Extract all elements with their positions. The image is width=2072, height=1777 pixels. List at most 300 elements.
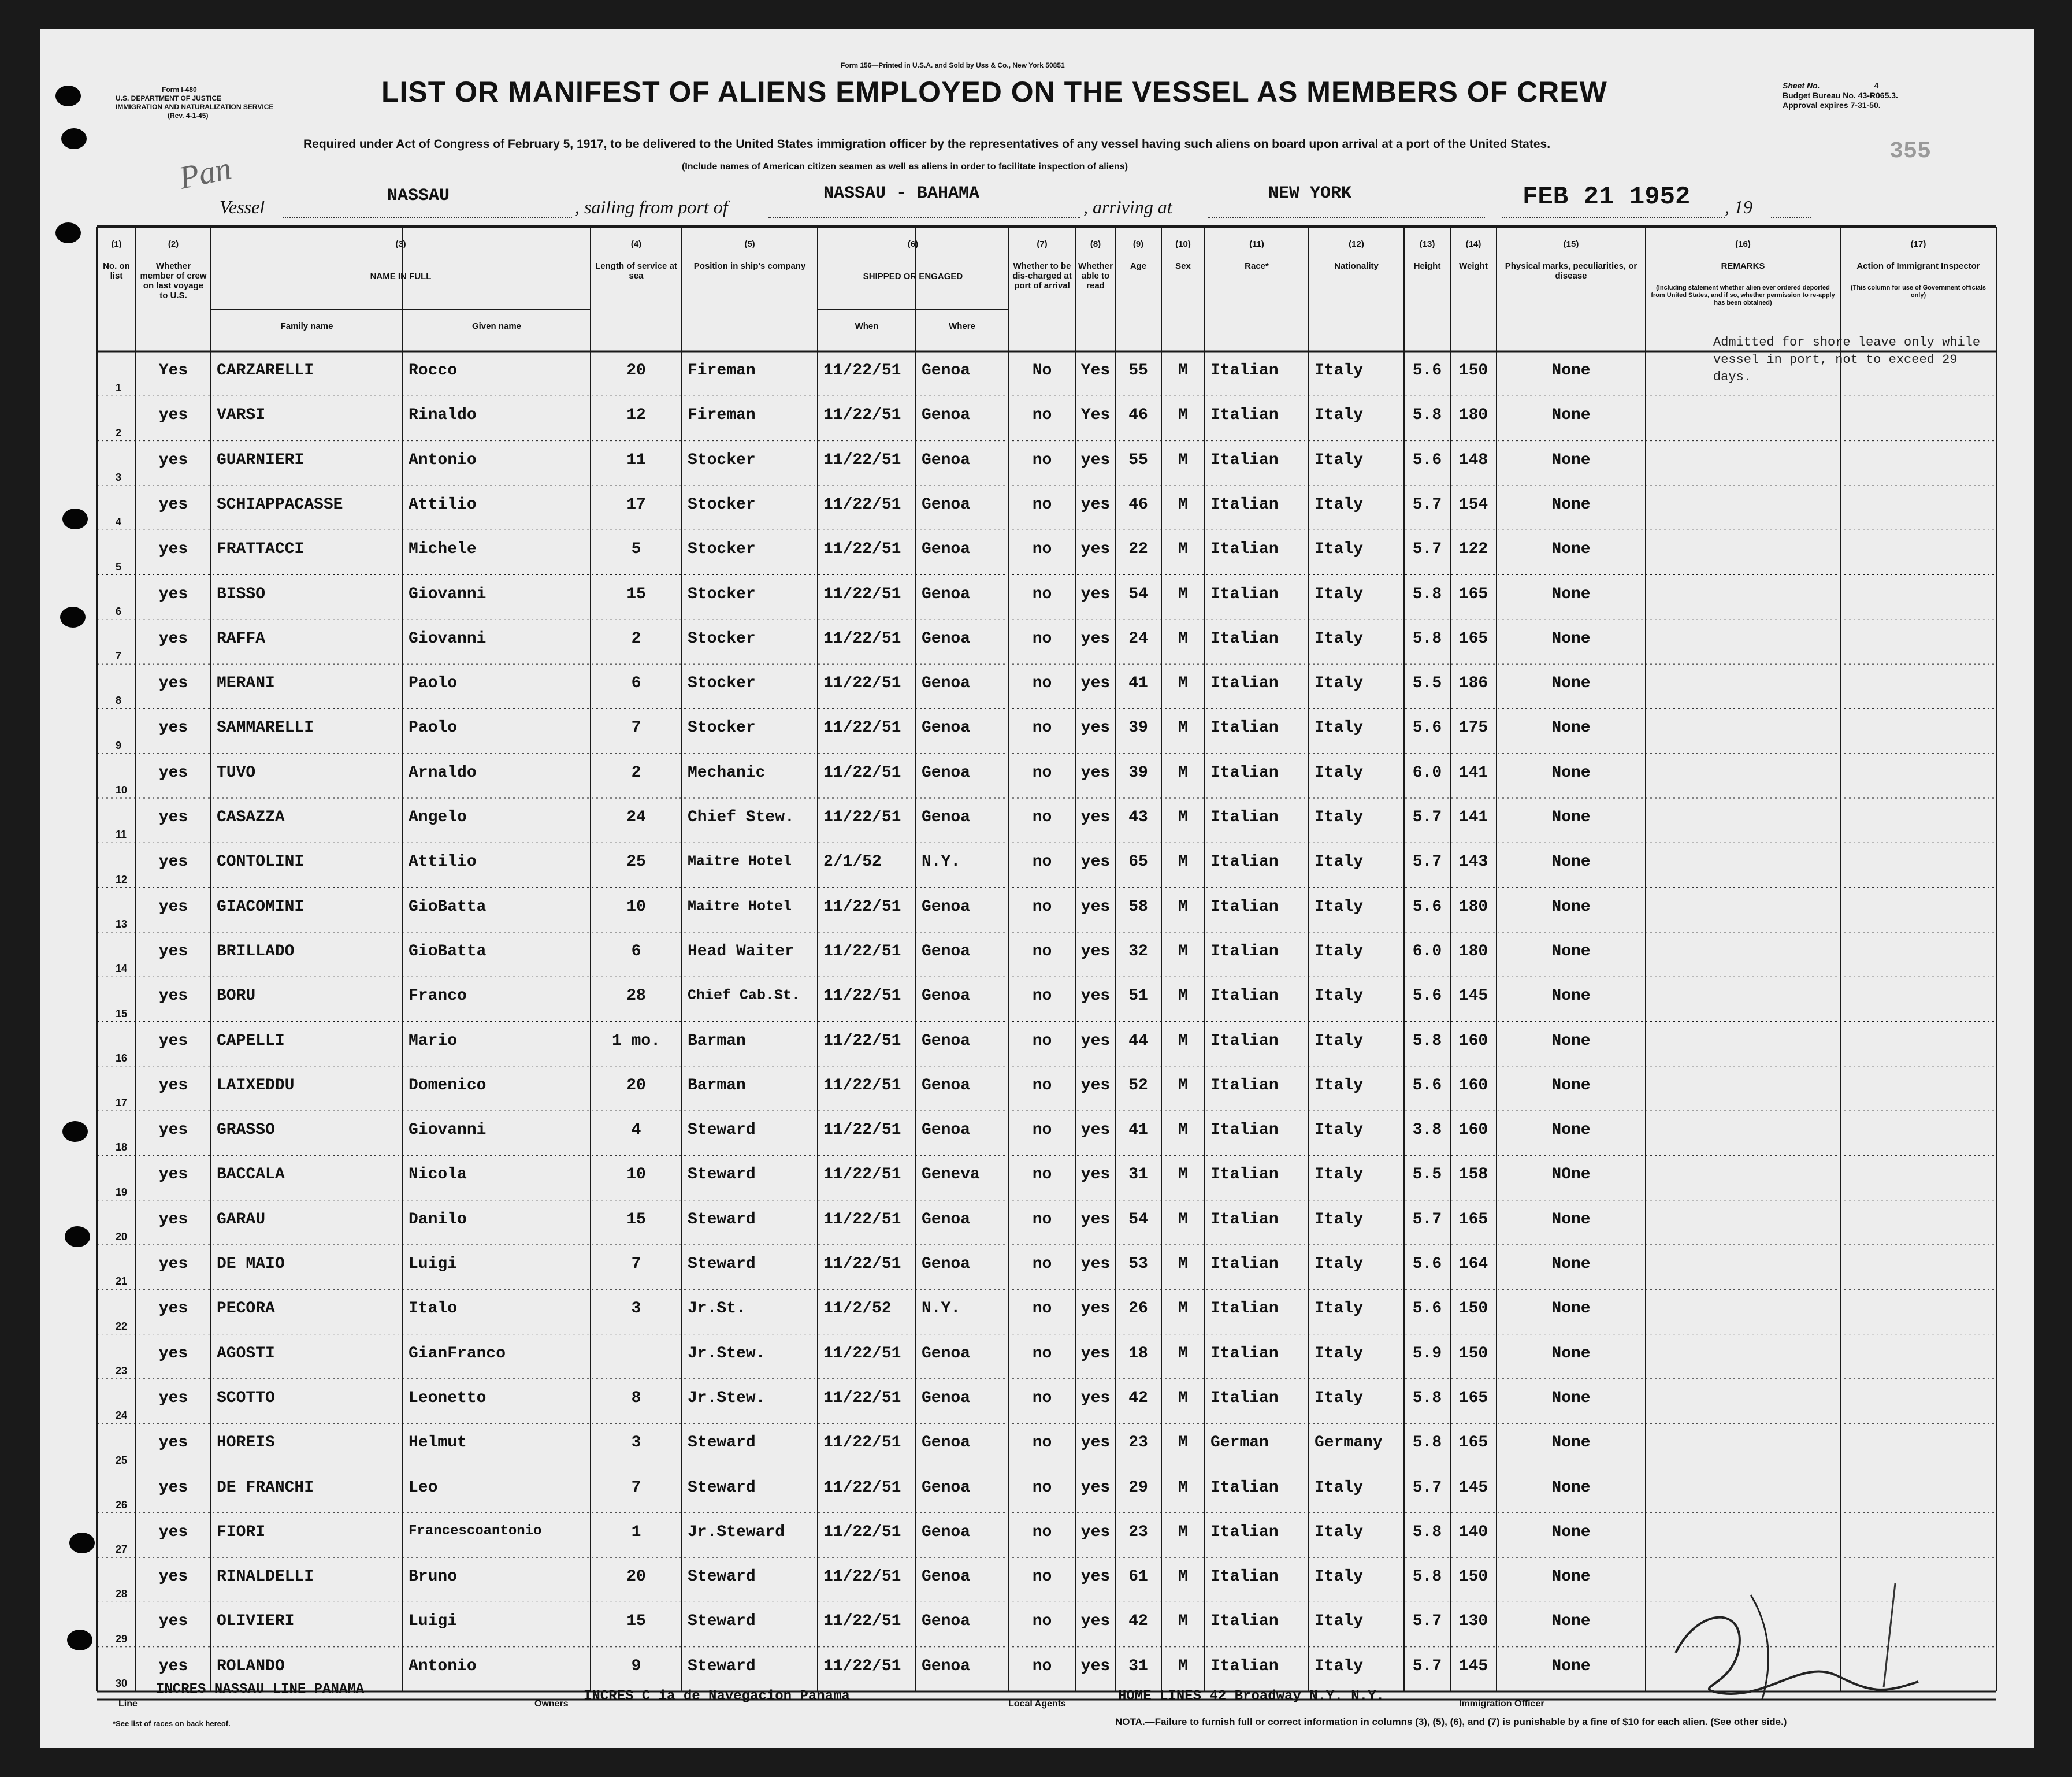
race: German [1210, 1434, 1269, 1452]
given-name: GioBatta [409, 942, 487, 960]
shipped-when: 11/22/51 [823, 629, 901, 648]
nationality: Italy [1315, 495, 1364, 514]
nationality: Italy [1315, 451, 1364, 469]
discharged: no [1032, 451, 1052, 469]
race: Italian [1210, 719, 1279, 737]
column-header: No. on list [103, 261, 130, 281]
handwritten-note: Pan [176, 150, 235, 196]
family-name: BORU [217, 987, 256, 1006]
owners-value: INCRES C ia de Navegacion Panama [584, 1689, 850, 1704]
sex: M [1178, 1612, 1188, 1631]
age: 54 [1128, 1210, 1148, 1229]
weight: 141 [1458, 808, 1488, 826]
crew-last-voyage: yes [158, 1076, 188, 1095]
able-to-read: yes [1080, 1434, 1111, 1452]
date-stamp: FEB 21 1952 [1523, 183, 1691, 212]
able-to-read: yes [1080, 540, 1111, 559]
line-number: 19 [116, 1186, 128, 1198]
line-value: INCRES NASSAU LINE PANAMA [156, 1682, 365, 1697]
given-name: Arnaldo [409, 763, 477, 782]
family-name: FRATTACCI [217, 540, 305, 559]
column-subheader: Where [949, 321, 975, 331]
position: Steward [688, 1657, 756, 1675]
crew-last-voyage: yes [158, 1568, 188, 1586]
page-title: LIST OR MANIFEST OF ALIENS EMPLOYED ON THE VESSEL AS MEMBERS OF CREW [381, 76, 1607, 108]
vessel-name: NASSAU [387, 186, 450, 206]
race: Italian [1210, 1255, 1279, 1273]
shipped-where: Genoa [922, 1657, 971, 1675]
crew-last-voyage: yes [158, 1434, 188, 1452]
sex: M [1178, 897, 1188, 916]
height: 5.6 [1412, 1076, 1442, 1095]
sex: M [1178, 1434, 1188, 1452]
family-name: SCHIAPPACASSE [217, 495, 343, 514]
nationality: Italy [1315, 1389, 1364, 1407]
height: 5.7 [1412, 1210, 1442, 1229]
physical-marks: None [1551, 495, 1591, 514]
physical-marks: None [1551, 585, 1591, 603]
height: 5.7 [1412, 853, 1442, 871]
discharged: no [1032, 1434, 1052, 1452]
crew-last-voyage: yes [158, 987, 188, 1006]
race: Italian [1210, 1478, 1279, 1497]
able-to-read: yes [1080, 1612, 1111, 1631]
family-name: DE MAIO [217, 1255, 285, 1273]
nationality: Italy [1315, 1166, 1364, 1184]
height: 5.6 [1412, 362, 1442, 380]
age: 61 [1128, 1568, 1148, 1586]
sheet-info: Sheet No. 4 Budget Bureau No. 43-R065.3. Approval expires 7-31-50. [1783, 81, 1898, 110]
physical-marks: None [1551, 1032, 1591, 1050]
age: 23 [1128, 1434, 1148, 1452]
nationality: Italy [1315, 763, 1364, 782]
age: 32 [1128, 942, 1148, 960]
given-name: Domenico [409, 1076, 487, 1095]
service-length: 6 [631, 942, 641, 960]
age: 26 [1128, 1300, 1148, 1318]
race: Italian [1210, 1568, 1279, 1586]
crew-last-voyage: yes [158, 1478, 188, 1497]
age: 46 [1128, 406, 1148, 425]
shipped-when: 11/22/51 [823, 540, 901, 559]
line-number: 16 [116, 1052, 128, 1064]
given-name: Bruno [409, 1568, 458, 1586]
given-name: Paolo [409, 719, 458, 737]
column-subheader: When [855, 321, 879, 331]
shipped-where: Genoa [922, 362, 971, 380]
able-to-read: yes [1080, 1523, 1111, 1541]
able-to-read: yes [1080, 1300, 1111, 1318]
age: 41 [1128, 674, 1148, 693]
weight: 180 [1458, 942, 1488, 960]
weight: 141 [1458, 763, 1488, 782]
crew-last-voyage: yes [158, 451, 188, 469]
age: 31 [1128, 1657, 1148, 1675]
nationality: Italy [1315, 1344, 1364, 1363]
officer-label: Immigration Officer [1459, 1699, 1544, 1709]
service-length: 7 [631, 719, 641, 737]
shipped-where: Genoa [922, 1076, 971, 1095]
line-number: 11 [116, 829, 127, 841]
column-number: (10) [1175, 239, 1191, 249]
position: Jr.Stew. [688, 1344, 766, 1363]
service-length: 24 [626, 808, 646, 826]
discharged: no [1032, 808, 1052, 826]
shipped-where: Genoa [922, 674, 971, 693]
service-length: 12 [626, 406, 646, 425]
nationality: Italy [1315, 1478, 1364, 1497]
weight: 164 [1458, 1255, 1488, 1273]
column-number: (9) [1132, 239, 1144, 249]
weight: 165 [1458, 1434, 1488, 1452]
physical-marks: None [1551, 629, 1591, 648]
discharged: no [1032, 540, 1052, 559]
position: Fireman [688, 406, 756, 425]
service-length: 15 [626, 585, 646, 603]
inspector-signature [1653, 1572, 1930, 1711]
age: 55 [1128, 451, 1148, 469]
given-name: Angelo [409, 808, 467, 826]
position: Stocker [688, 495, 756, 514]
sex: M [1178, 362, 1188, 380]
crew-last-voyage: yes [158, 1210, 188, 1229]
remarks-note: Admitted for shore leave only while vessel in port, not to exceed 29 days. [1713, 335, 1981, 384]
race: Italian [1210, 897, 1279, 916]
column-header: Whether able to read [1078, 261, 1113, 291]
given-name: Giovanni [409, 585, 487, 603]
shipped-where: Genoa [922, 1612, 971, 1631]
position: Steward [688, 1166, 756, 1184]
height: 5.8 [1412, 585, 1442, 603]
age: 39 [1128, 763, 1148, 782]
given-name: Giovanni [409, 1121, 487, 1140]
height: 5.6 [1412, 719, 1442, 737]
sex: M [1178, 1166, 1188, 1184]
column-number: (16) [1735, 239, 1751, 249]
nationality: Italy [1315, 942, 1364, 960]
race: Italian [1210, 362, 1279, 380]
discharged: no [1032, 585, 1052, 603]
shipped-when: 11/22/51 [823, 1389, 901, 1407]
given-name: Italo [409, 1300, 458, 1318]
service-length: 20 [626, 1568, 646, 1586]
physical-marks: None [1551, 540, 1591, 559]
shipped-where: N.Y. [922, 853, 961, 871]
shipped-where: N.Y. [922, 1300, 961, 1318]
shipped-when: 2/1/52 [823, 853, 882, 871]
line-number: 8 [116, 695, 122, 707]
printer-credit: Form 156—Printed in U.S.A. and Sold by Uss & Co., New York 50851 [841, 61, 1065, 69]
nationality: Italy [1315, 1210, 1364, 1229]
crew-last-voyage: yes [158, 1032, 188, 1050]
given-name: Luigi [409, 1255, 458, 1273]
family-name: SCOTTO [217, 1389, 275, 1407]
weight: 180 [1458, 897, 1488, 916]
line-number: 1 [116, 382, 122, 394]
sex: M [1178, 1568, 1188, 1586]
shipped-when: 11/22/51 [823, 1344, 901, 1363]
arriving-port: NEW YORK [1268, 184, 1352, 203]
given-name: Attilio [409, 495, 477, 514]
discharged: no [1032, 495, 1052, 514]
crew-last-voyage: yes [158, 406, 188, 425]
service-length: 1 [631, 1523, 641, 1541]
column-number: (2) [168, 239, 179, 249]
column-header: Position in ship's company [693, 261, 806, 271]
able-to-read: Yes [1080, 362, 1111, 380]
able-to-read: yes [1080, 1255, 1111, 1273]
position: Maitre Hotel [688, 853, 792, 870]
position: Stocker [688, 719, 756, 737]
service-length: 6 [631, 674, 641, 693]
age: 46 [1128, 495, 1148, 514]
nationality: Italy [1315, 987, 1364, 1006]
age: 52 [1128, 1076, 1148, 1095]
line-number: 26 [116, 1498, 128, 1511]
nationality: Italy [1315, 406, 1364, 425]
family-name: GIACOMINI [217, 897, 305, 916]
race: Italian [1210, 853, 1279, 871]
include-note: (Include names of American citizen seamen as well as aliens in order to facilitate inspection of aliens) [682, 162, 1128, 172]
height: 5.8 [1412, 1568, 1442, 1586]
physical-marks: None [1551, 1255, 1591, 1273]
family-name: CONTOLINI [217, 853, 305, 871]
sex: M [1178, 540, 1188, 559]
race: Italian [1210, 1076, 1279, 1095]
crew-last-voyage: yes [158, 540, 188, 559]
given-name: Leonetto [409, 1389, 487, 1407]
crew-last-voyage: yes [158, 763, 188, 782]
sex: M [1178, 1032, 1188, 1050]
weight: 122 [1458, 540, 1488, 559]
position: Steward [688, 1255, 756, 1273]
sex: M [1178, 1076, 1188, 1095]
physical-marks: None [1551, 674, 1591, 693]
family-name: GRASSO [217, 1121, 275, 1140]
discharged: no [1032, 1389, 1052, 1407]
position: Steward [688, 1568, 756, 1586]
sex: M [1178, 495, 1188, 514]
line-number: 18 [116, 1141, 128, 1153]
given-name: Franco [409, 987, 467, 1006]
shipped-where: Genoa [922, 1568, 971, 1586]
column-number: (1) [111, 239, 122, 249]
given-name: Rinaldo [409, 406, 477, 425]
shipped-when: 11/22/51 [823, 1523, 901, 1541]
weight: 150 [1458, 1344, 1488, 1363]
height: 5.7 [1412, 495, 1442, 514]
weight: 145 [1458, 1657, 1488, 1675]
physical-marks: None [1551, 1568, 1591, 1586]
shipped-when: 11/22/51 [823, 1478, 901, 1497]
weight: 158 [1458, 1166, 1488, 1184]
position: Jr.Stew. [688, 1389, 766, 1407]
physical-marks: None [1551, 1523, 1591, 1541]
height: 5.7 [1412, 540, 1442, 559]
shipped-where: Genoa [922, 897, 971, 916]
family-name: GARAU [217, 1210, 266, 1229]
position: Chief Stew. [688, 808, 794, 826]
race: Italian [1210, 1210, 1279, 1229]
shipped-when: 11/22/51 [823, 987, 901, 1006]
nationality: Italy [1315, 808, 1364, 826]
line-number: 14 [116, 963, 128, 975]
service-length: 7 [631, 1255, 641, 1273]
service-length: 5 [631, 540, 641, 559]
line-number: 30 [116, 1678, 128, 1689]
line-number: 9 [116, 739, 122, 751]
physical-marks: None [1551, 1076, 1591, 1095]
crew-last-voyage: yes [158, 1612, 188, 1631]
required-statement: Required under Act of Congress of February 5, 1917, to be delivered to the United States immigration officer by the representatives of any vessel having such aliens on board upon arrival at a port of the United States. [303, 138, 1551, 151]
shipped-when: 11/22/51 [823, 1210, 901, 1229]
shipped-where: Genoa [922, 1210, 971, 1229]
line-number: 20 [116, 1231, 128, 1242]
race: Italian [1210, 763, 1279, 782]
age: 54 [1128, 585, 1148, 603]
given-name: Antonio [409, 451, 477, 469]
line-number: 5 [116, 561, 122, 573]
family-name: HOREIS [217, 1434, 275, 1452]
physical-marks: None [1551, 1478, 1591, 1497]
sex: M [1178, 1255, 1188, 1273]
weight: 180 [1458, 406, 1488, 425]
service-length: 9 [631, 1657, 641, 1675]
weight: 148 [1458, 451, 1488, 469]
age: 39 [1128, 719, 1148, 737]
column-header: Action of Immigrant Inspector [1856, 261, 1980, 271]
sex: M [1178, 1478, 1188, 1497]
sex: M [1178, 719, 1188, 737]
given-name: Danilo [409, 1210, 467, 1229]
crew-last-voyage: yes [158, 1255, 188, 1273]
discharged: no [1032, 1344, 1052, 1363]
given-name: Giovanni [409, 629, 487, 648]
discharged: no [1032, 1121, 1052, 1140]
physical-marks: None [1551, 1210, 1591, 1229]
physical-marks: NOne [1551, 1166, 1591, 1184]
column-header: Whether to be dis-charged at port of arrival [1012, 261, 1072, 291]
race: Italian [1210, 674, 1279, 693]
position: Mechanic [688, 763, 766, 782]
physical-marks: None [1551, 1389, 1591, 1407]
able-to-read: yes [1080, 585, 1111, 603]
given-name: Antonio [409, 1657, 477, 1675]
discharged: no [1032, 1612, 1052, 1631]
position: Steward [688, 1121, 756, 1140]
line-number: 12 [116, 873, 128, 885]
weight: 145 [1458, 1478, 1488, 1497]
sex: M [1178, 808, 1188, 826]
sex: M [1178, 629, 1188, 648]
stamp-number: 355 [1889, 139, 1932, 165]
shipped-where: Genoa [922, 1523, 971, 1541]
able-to-read: yes [1080, 719, 1111, 737]
weight: 165 [1458, 1389, 1488, 1407]
shipped-where: Geneva [922, 1166, 980, 1184]
shipped-where: Genoa [922, 1389, 971, 1407]
sailing-label: , sailing from port of [575, 196, 728, 217]
crew-last-voyage: yes [158, 1389, 188, 1407]
given-name: GioBatta [409, 897, 487, 916]
physical-marks: None [1551, 942, 1591, 960]
position: Head Waiter [688, 942, 794, 960]
age: 58 [1128, 897, 1148, 916]
year-label: , 19 [1725, 196, 1752, 217]
discharged: no [1032, 853, 1052, 871]
service-length: 3 [631, 1300, 641, 1318]
given-name: Rocco [409, 362, 458, 380]
shipped-when: 11/22/51 [823, 763, 901, 782]
sex: M [1178, 1210, 1188, 1229]
position: Stocker [688, 540, 756, 559]
able-to-read: yes [1080, 674, 1111, 693]
race: Italian [1210, 1121, 1279, 1140]
shipped-when: 11/22/51 [823, 897, 901, 916]
given-name: Luigi [409, 1612, 458, 1631]
position: Stocker [688, 674, 756, 693]
age: 23 [1128, 1523, 1148, 1541]
discharged: no [1032, 1166, 1052, 1184]
column-number: (14) [1465, 239, 1481, 249]
family-name: DE FRANCHI [217, 1478, 314, 1497]
column-number: (4) [630, 239, 642, 249]
family-name: OLIVIERI [217, 1612, 295, 1631]
position: Steward [688, 1434, 756, 1452]
shipped-when: 11/22/51 [823, 719, 901, 737]
height: 6.0 [1412, 763, 1442, 782]
service-length: 25 [626, 853, 646, 871]
position: Jr.St. [688, 1300, 746, 1318]
race: Italian [1210, 540, 1279, 559]
crew-last-voyage: yes [158, 629, 188, 648]
service-length: 20 [626, 1076, 646, 1095]
nationality: Italy [1315, 1523, 1364, 1541]
line-number: 13 [116, 918, 128, 930]
discharged: no [1032, 1210, 1052, 1229]
crew-last-voyage: yes [158, 1657, 188, 1675]
given-name: Michele [409, 540, 477, 559]
weight: 165 [1458, 629, 1488, 648]
discharged: no [1032, 1568, 1052, 1586]
able-to-read: yes [1080, 897, 1111, 916]
physical-marks: None [1551, 1300, 1591, 1318]
family-name: MERANI [217, 674, 275, 693]
agents-label: Local Agents [1008, 1699, 1066, 1709]
age: 53 [1128, 1255, 1148, 1273]
column-number: (12) [1349, 239, 1364, 249]
line-number: 3 [116, 471, 122, 483]
physical-marks: None [1551, 1612, 1591, 1631]
sex: M [1178, 1300, 1188, 1318]
service-length: 1 mo. [611, 1032, 660, 1050]
race: Italian [1210, 629, 1279, 648]
able-to-read: yes [1080, 1478, 1111, 1497]
shipped-when: 11/22/51 [823, 585, 901, 603]
shipped-when: 11/22/51 [823, 1121, 901, 1140]
shipped-where: Genoa [922, 495, 971, 514]
crew-last-voyage: yes [158, 1121, 188, 1140]
weight: 186 [1458, 674, 1488, 693]
shipped-where: Genoa [922, 629, 971, 648]
arriving-label: , arriving at [1083, 196, 1172, 217]
line-number: 25 [116, 1454, 128, 1466]
nationality: Italy [1315, 853, 1364, 871]
race: Italian [1210, 1300, 1279, 1318]
nationality: Italy [1315, 674, 1364, 693]
service-length: 7 [631, 1478, 641, 1497]
shipped-where: Genoa [922, 406, 971, 425]
